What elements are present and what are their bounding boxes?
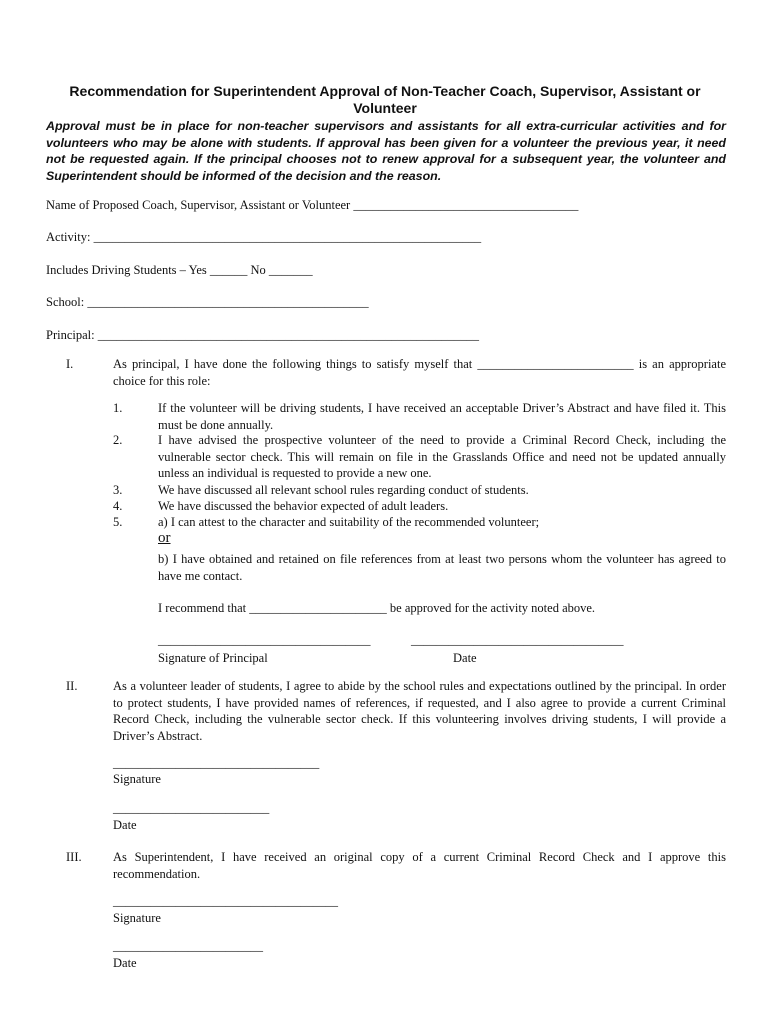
section-2-text: As a volunteer leader of students, I agree to abide by the school rules and expectations outlined by the principal. In order to protect students, I have provided names of references, if requested, and I also agree to provide a current Criminal Record Check, including the vulnerable sector check. If this volunteering involves driving students, I will provide a Driver’s Abstract.: [113, 679, 726, 743]
superintendent-signature-line[interactable]: ____________________________________: [113, 894, 338, 908]
item-4-number: 4.: [113, 499, 123, 513]
section-1-text: As principal, I have done the following things to satisfy myself that _________________________ is an appropriate choice for this role:: [113, 357, 726, 388]
principal-date-label: Date: [453, 651, 477, 665]
recommend-statement[interactable]: I recommend that ______________________ be approved for the activity noted above.: [158, 601, 596, 615]
section-3-numeral: III.: [66, 850, 82, 864]
volunteer-signature-line[interactable]: _________________________________: [113, 756, 320, 770]
activity-field[interactable]: Activity: ______________________________________________________________: [46, 230, 482, 244]
superintendent-date-label: Date: [113, 956, 137, 970]
item-3-text: We have discussed all relevant school rules regarding conduct of students.: [158, 483, 529, 497]
intro-paragraph: Approval must be in place for non-teacher supervisors and assistants for all extra-curricular activities and for volunteers who may be alone with students. If approval has been given for a volunteer the previous year, it need not be requested again. If the principal chooses not to renew approval for a subsequent year, the volunteer and Superintendent should be informed of the decision and the reason.: [46, 119, 726, 183]
item-3-number: 3.: [113, 483, 123, 497]
item-1-text: If the volunteer will be driving students, I have received an acceptable Driver’s Abstract and have filed it. This must be done annually.: [158, 401, 726, 432]
superintendent-date-line[interactable]: ________________________: [113, 939, 263, 953]
principal-signature-label: Signature of Principal: [158, 651, 268, 665]
item-1-number: 1.: [113, 401, 123, 415]
principal-date-line[interactable]: __________________________________: [411, 633, 624, 647]
principal-signature-line[interactable]: __________________________________: [158, 633, 371, 647]
volunteer-date-line[interactable]: _________________________: [113, 801, 270, 815]
superintendent-signature-label: Signature: [113, 911, 161, 925]
form-title: Recommendation for Superintendent Approval of Non-Teacher Coach, Supervisor, Assistant or Volunteer: [69, 83, 701, 116]
section-1-numeral: I.: [66, 357, 74, 371]
name-field[interactable]: Name of Proposed Coach, Supervisor, Assistant or Volunteer ____________________________________: [46, 198, 579, 212]
item-5a-text: a) I can attest to the character and suitability of the recommended volunteer;: [158, 515, 540, 529]
school-field[interactable]: School: _____________________________________________: [46, 295, 369, 309]
item-5b-text: b) I have obtained and retained on file references from at least two persons whom the volunteer has agreed to have me contact.: [158, 552, 726, 583]
section-2-numeral: II.: [66, 679, 78, 693]
item-4-text: We have discussed the behavior expected of adult leaders.: [158, 499, 449, 513]
or-label: or: [158, 530, 171, 546]
item-2-text: I have advised the prospective volunteer of the need to provide a Criminal Record Check, including the vulnerable sector check. This will remain on file in the Grasslands Office and need not be updated annually unless an individual is requested to provide a new one.: [158, 433, 726, 480]
section-3-text: As Superintendent, I have received an original copy of a current Criminal Record Check and I approve this recommendation.: [113, 850, 726, 881]
item-2-number: 2.: [113, 433, 123, 447]
principal-field[interactable]: Principal: _____________________________________________________________: [46, 328, 479, 342]
driving-field[interactable]: Includes Driving Students – Yes ______ No _______: [46, 263, 313, 277]
item-5-number: 5.: [113, 515, 123, 529]
volunteer-date-label: Date: [113, 818, 137, 832]
volunteer-signature-label: Signature: [113, 772, 161, 786]
